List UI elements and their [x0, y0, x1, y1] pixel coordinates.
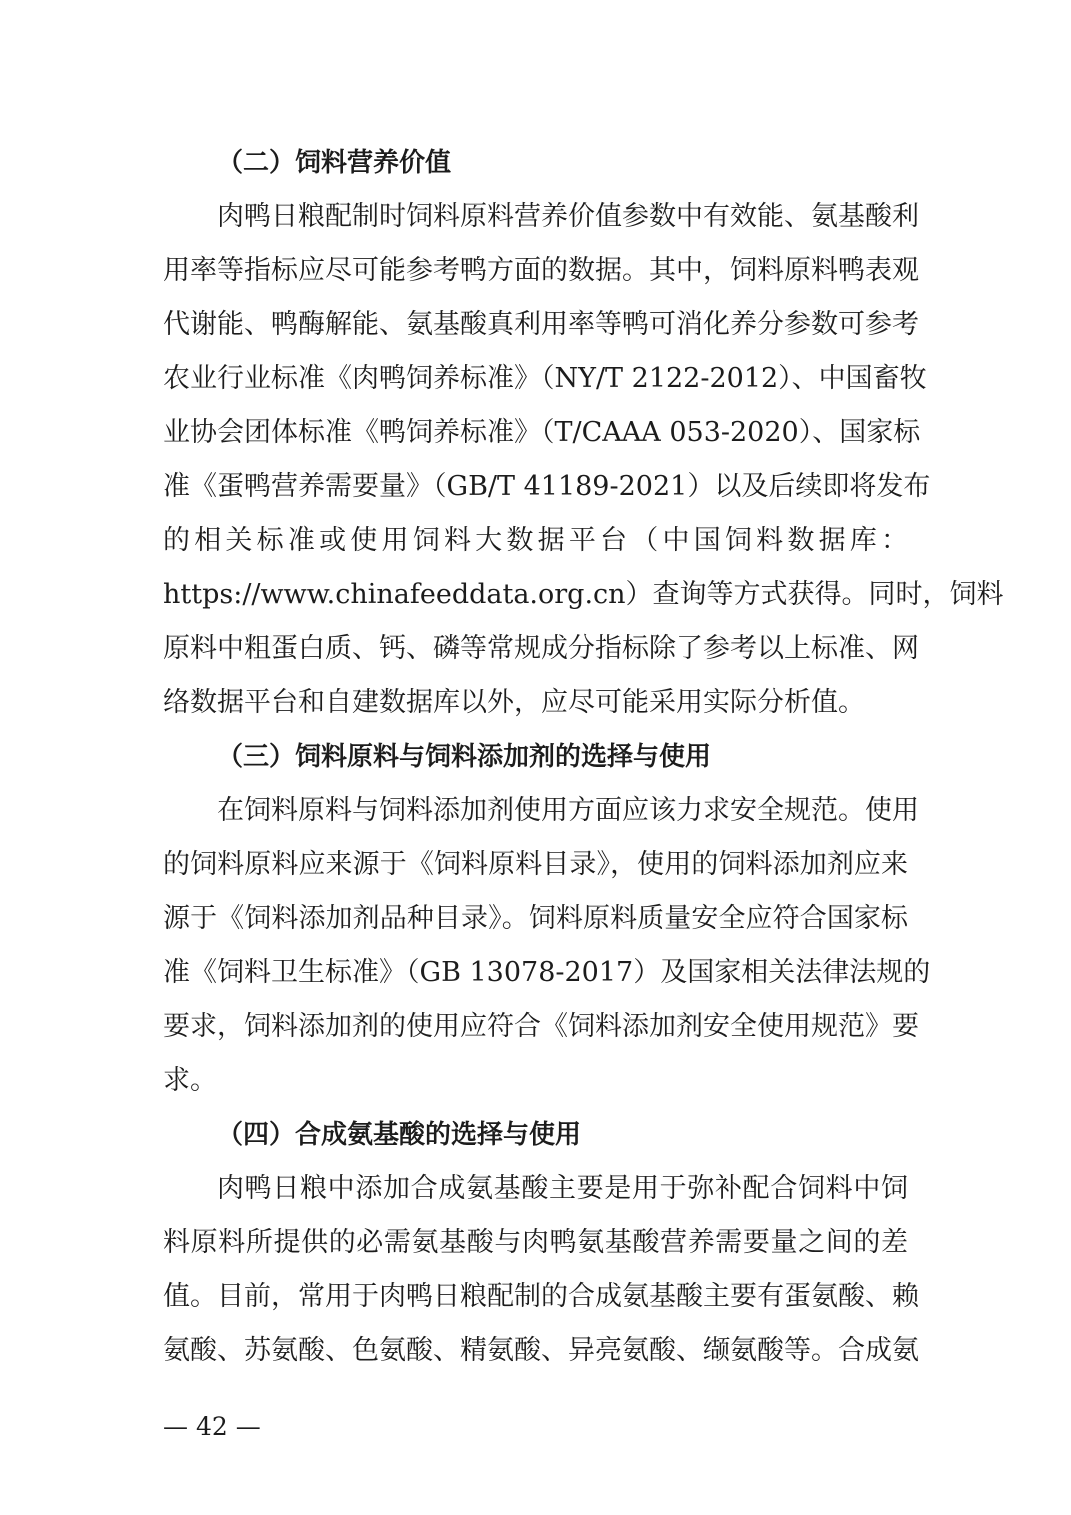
paragraph-line: 代谢能、鸭酶解能、氨基酸真利用率等鸭可消化养分参数可参考	[163, 309, 919, 340]
paragraph-line: 求。	[163, 1065, 217, 1096]
paragraph-line: 料原料所提供的必需氨基酸与肉鸭氨基酸营养需要量之间的差	[163, 1227, 908, 1258]
paragraph-line: 源于《饲料添加剂品种目录》。饲料原料质量安全应符合国家标	[163, 903, 908, 934]
paragraph-line: 在饲料原料与饲料添加剂使用方面应该力求安全规范。使用	[217, 795, 919, 826]
paragraph-line: 氨酸、苏氨酸、色氨酸、精氨酸、异亮氨酸、缬氨酸等。合成氨	[163, 1335, 919, 1366]
section-heading-2: （二）饲料营养价值	[217, 148, 452, 178]
paragraph-line: 肉鸭日粮中添加合成氨基酸主要是用于弥补配合饲料中饲	[217, 1173, 908, 1204]
paragraph-line: https://www.chinafeeddata.org.cn）查询等方式获得。同时，饲料	[163, 579, 1004, 610]
page-number: — 42 —	[163, 1412, 261, 1441]
paragraph-line: 值。目前，常用于肉鸭日粮配制的合成氨基酸主要有蛋氨酸、赖	[163, 1281, 919, 1312]
paragraph-line: 用率等指标应尽可能参考鸭方面的数据。其中，饲料原料鸭表观	[163, 255, 919, 286]
section-heading-3: （三）饲料原料与饲料添加剂的选择与使用	[217, 742, 712, 772]
paragraph-line: 要求，饲料添加剂的使用应符合《饲料添加剂安全使用规范》要	[163, 1011, 919, 1042]
paragraph-line: 准《饲料卫生标准》（GB 13078-2017）及国家相关法律法规的	[163, 957, 931, 988]
paragraph-line: 的饲料原料应来源于《饲料原料目录》，使用的饲料添加剂应来	[163, 849, 908, 880]
paragraph-line: 业协会团体标准《鸭饲养标准》（T/CAAA 053-2020）、国家标	[163, 417, 921, 448]
paragraph-line: 肉鸭日粮配制时饲料原料营养价值参数中有效能、氨基酸利	[217, 201, 919, 232]
paragraph-line: 农业行业标准《肉鸭饲养标准》（NY/T 2122-2012）、中国畜牧	[163, 363, 927, 394]
paragraph-line: 络数据平台和自建数据库以外，应尽可能采用实际分析值。	[163, 687, 865, 718]
paragraph-line: 准《蛋鸭营养需要量》（GB/T 41189-2021）以及后续即将发布	[163, 471, 931, 502]
paragraph-line: 原料中粗蛋白质、钙、磷等常规成分指标除了参考以上标准、网	[163, 633, 919, 664]
section-heading-4: （四）合成氨基酸的选择与使用	[217, 1120, 582, 1150]
paragraph-line: 的相关标准或使用饲料大数据平台（中国饲料数据库：	[163, 525, 908, 556]
